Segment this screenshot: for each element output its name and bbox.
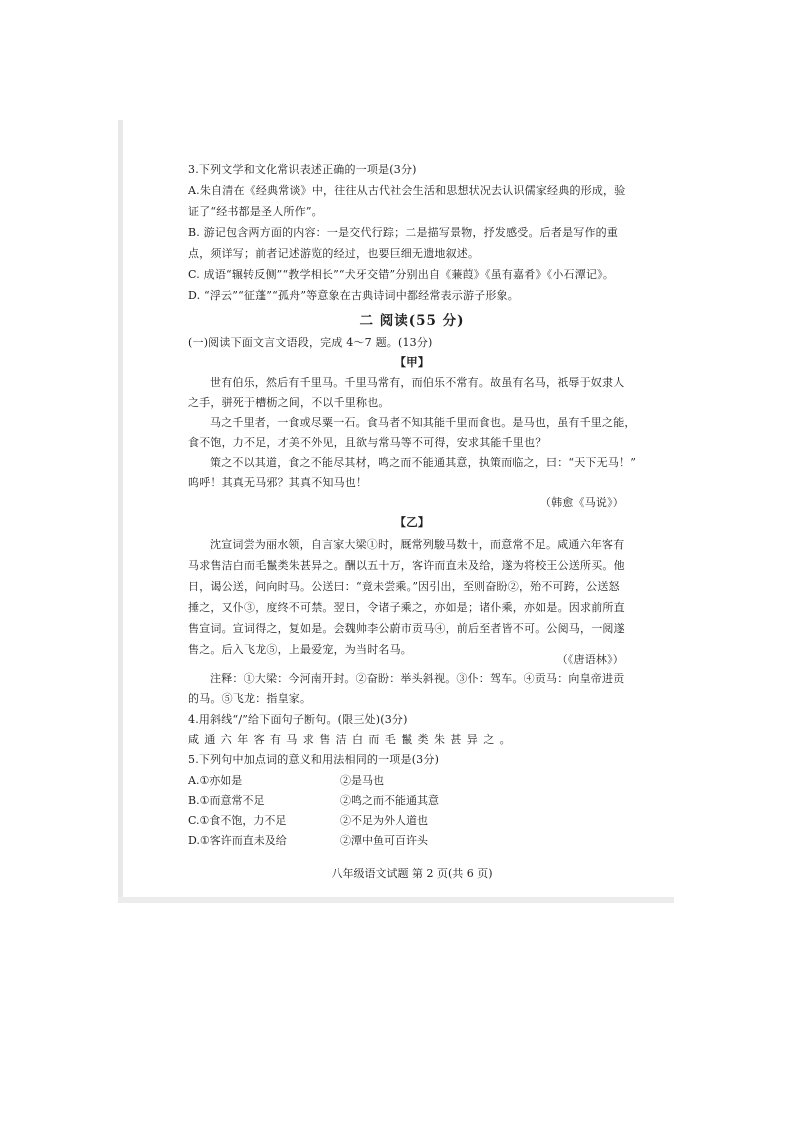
q5-option-d-2: ②潭中鱼可百许头 <box>340 834 428 847</box>
q5-option-b-1: B.①而意常不足 <box>188 794 265 807</box>
q3-option-b-line2: 点，须详写；前者记述游览的经过，也要巨细无遗地叙述。 <box>188 247 480 260</box>
q3-option-c: C. 成语“辗转反侧”“教学相长”“犬牙交错”分别出自《蒹葭》《虽有嘉肴》《小石潭记》。 <box>188 268 615 281</box>
q3-stem: 3.下列文学和文化常识表述正确的一项是(3分) <box>188 163 417 176</box>
yi-notes-line2: 的马。⑤飞龙：指皇家。 <box>188 692 312 705</box>
q5-stem: 5.下列句中加点词的意义和用法相同的一项是(3分) <box>188 753 440 766</box>
yi-source: （《唐语林》） <box>556 653 624 666</box>
jia-source: （韩愈《马说》） <box>539 496 624 509</box>
passage-yi-label: 【乙】 <box>394 515 430 529</box>
jia-p3-line2: 呜呼！其真无马邪？其真不知马也！ <box>188 476 368 489</box>
yi-line6: 售之。后入飞龙⑤，上最爱宠，为当时名马。 <box>188 643 412 656</box>
yi-line3: 日，谒公送，问向时马。公送曰：“竟未尝乘。”因引出，至则奋盼②，殆不可跨，公送怒 <box>188 580 620 593</box>
q5-option-a-2: ②是马也 <box>340 774 384 787</box>
passage-jia-label: 【甲】 <box>394 355 430 369</box>
jia-p3-line1: 策之不以其道，食之不能尽其材，鸣之而不能通其意，执策而临之，曰：“天下无马！” <box>210 456 637 469</box>
yi-line2: 马求售洁白而毛鬣类朱甚异之。酬以五十万，客许而直未及给，遂为将校王公送所买。他 <box>188 559 625 572</box>
yi-notes-line1: 注释：①大梁：今河南开封。②奋盼：举头斜视。③仆：驾车。④贡马：向皇帝进贡 <box>210 672 625 685</box>
q5-option-d-1: D.①客许而直未及给 <box>188 834 287 847</box>
section-title: 二 阅读(55 分) <box>359 313 465 329</box>
page-footer: 八年级语文试题 第 2 页(共 6 页) <box>331 867 493 880</box>
jia-p2-line1: 马之千里者，一食或尽粟一石。食马者不知其能千里而食也。是马也，虽有千里之能， <box>210 416 636 429</box>
q3-option-b-line1: B. 游记包含两方面的内容：一是交代行踪；二是描写景物，抒发感受。后者是写作的重 <box>188 226 619 239</box>
q5-option-b-2: ②鸣之而不能通其意 <box>340 794 439 807</box>
q5-option-c-2: ②不足为外人道也 <box>340 814 428 827</box>
scan-shadow-bottom <box>118 897 674 903</box>
q4-sentence: 咸通六年客有马求售洁白而毛鬣类朱甚异之。 <box>188 733 516 746</box>
yi-line5: 售宣词。宣词得之，复如是。会魏帅李公蔚市贡马④，前后至者皆不可。公阅马，一阅遂 <box>188 622 625 635</box>
jia-p2-line2: 食不饱，力不足，才美不外见，且欲与常马等不可得，安求其能千里也？ <box>188 436 547 449</box>
q4-stem: 4.用斜线“/”给下面句子断句。(限三处)(3分) <box>188 713 408 726</box>
yi-line1: 沈宣词尝为丽水领，自言家大梁①时，厩常列駿马数十，而意常不足。咸通六年客有 <box>210 538 625 551</box>
q5-option-a-1: A.①亦如是 <box>188 774 243 787</box>
q3-option-a-line1: A.朱自清在《经典常谈》中，往往从古代社会生活和思想状况去认识儒家经典的形成，验 <box>188 184 626 197</box>
part1-intro: (一)阅读下面文言文语段，完成 4～7 题。(13分) <box>188 336 433 349</box>
yi-line4: 捶之，又仆③，度终不可禁。翌日，令诸子乘之，亦如是；诸仆乘，亦如是。因求前所直 <box>188 601 625 614</box>
q5-option-c-1: C.①食不饱，力不足 <box>188 814 287 827</box>
q3-option-d: D. “浮云”“征蓬”“孤舟”等意象在古典诗词中都经常表示游子形象。 <box>188 289 519 302</box>
jia-p1-line2: 之手，骈死于槽枥之间，不以千里称也。 <box>188 396 390 409</box>
q3-option-a-line2: 证了“经书都是圣人所作”。 <box>188 205 323 218</box>
scan-shadow-left <box>118 120 123 900</box>
jia-p1-line1: 世有伯乐，然后有千里马。千里马常有，而伯乐不常有。故虽有名马，祇辱于奴隶人 <box>210 376 625 389</box>
